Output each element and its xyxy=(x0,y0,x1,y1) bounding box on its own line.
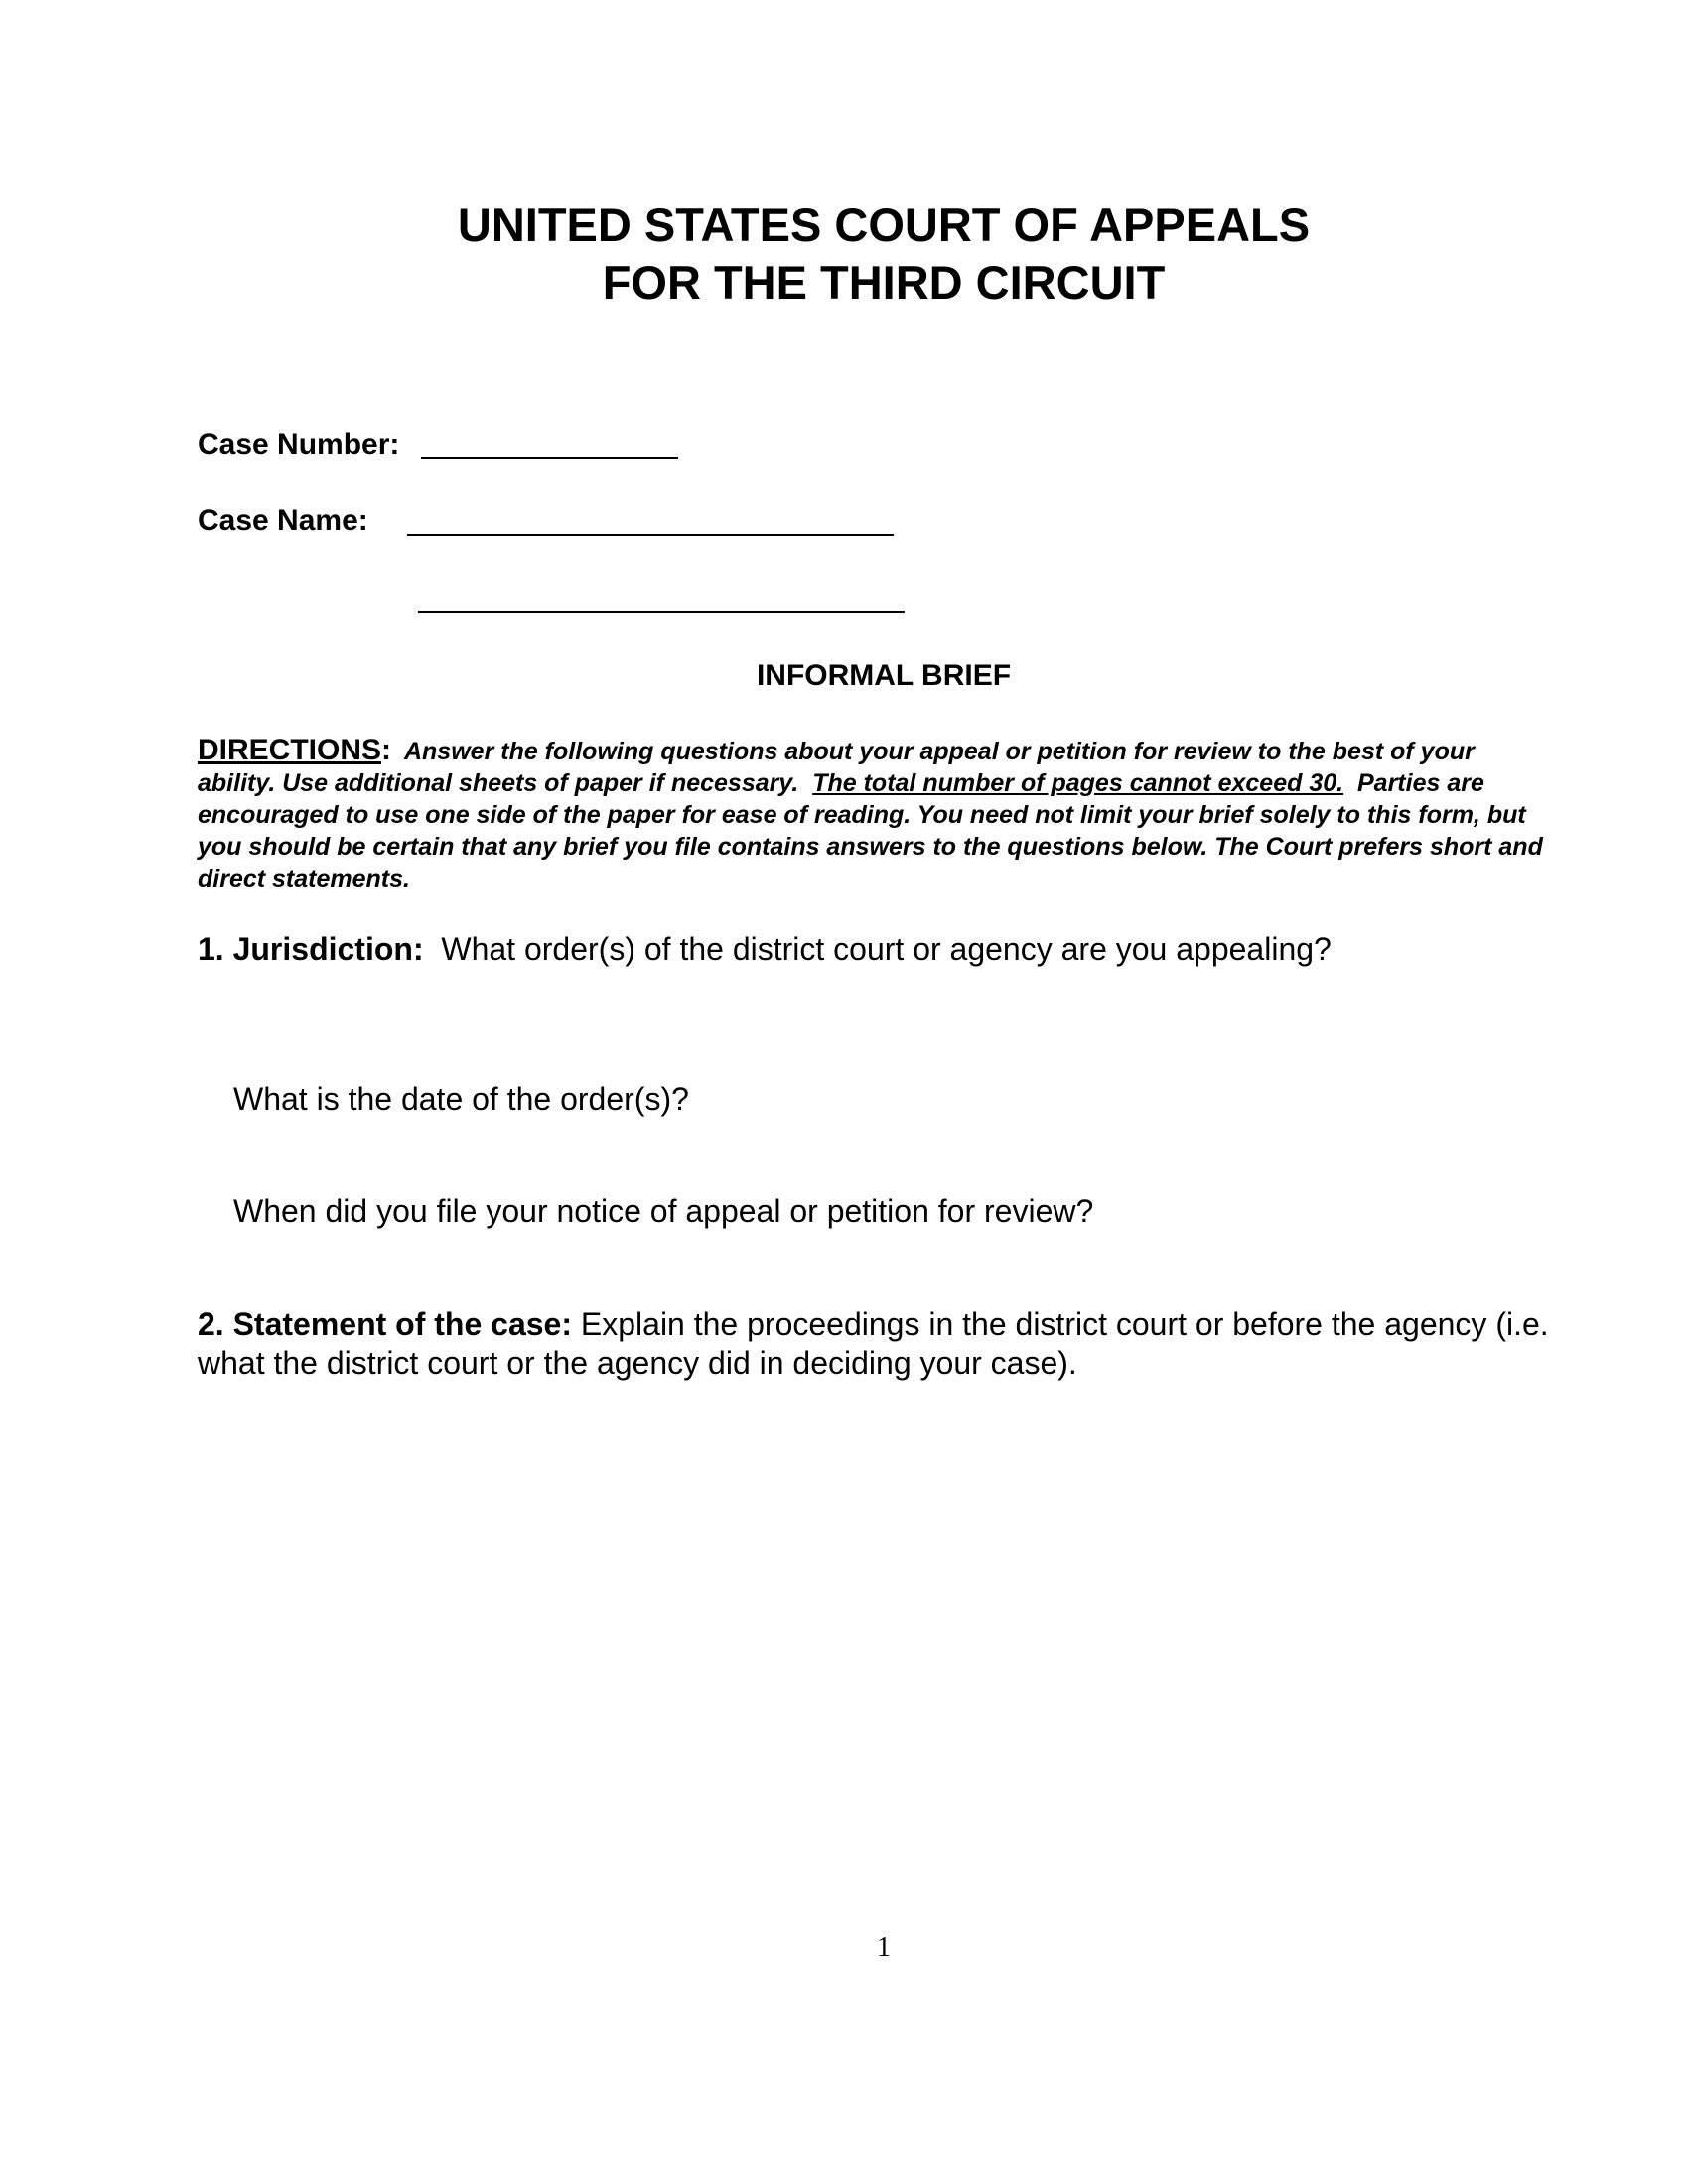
question-jurisdiction xyxy=(198,930,1588,969)
question-jurisdiction-heading: 1. Jurisdiction: xyxy=(198,931,424,967)
court-title-line-2: FOR THE THIRD CIRCUIT xyxy=(602,256,1166,309)
case-number-label: Case Number: xyxy=(198,428,400,461)
document-subtitle: INFORMAL BRIEF xyxy=(756,659,1012,692)
directions-paragraph xyxy=(198,735,1558,894)
question-statement-text: Explain the proceedings in the district court or before the agency (i.e. what the district court or the agency did in deciding your case). xyxy=(198,1306,1549,1381)
case-name-field-line-2[interactable] xyxy=(418,611,905,613)
court-title-line-1: UNITED STATES COURT OF APPEALS xyxy=(457,199,1311,251)
question-statement-heading: 2. Statement of the case: xyxy=(198,1306,572,1342)
page-number: 1 xyxy=(877,1932,891,1963)
directions-heading: DIRECTIONS xyxy=(198,734,382,766)
question-order-date: What is the date of the order(s)? xyxy=(233,1081,689,1117)
case-name-label: Case Name: xyxy=(198,504,368,537)
directions-page-limit: The total number of pages cannot exceed 30. xyxy=(812,769,1344,797)
directions-text-after: Parties are encouraged to use one side of the paper for ease of reading. You need not limit your brief solely to this form, but you should be certain that any brief you file contains answers to the questions below. The Court prefers short and direct statements. xyxy=(198,769,1543,892)
directions-text-before: Answer the following questions about your appeal or petition for review to the best of your ability. Use additional sheets of paper if necessary. xyxy=(198,738,1475,797)
court-title xyxy=(0,197,1688,312)
directions-colon: : xyxy=(381,734,392,766)
question-statement-of-case xyxy=(198,1305,1568,1383)
case-name-field-line-1[interactable] xyxy=(407,534,894,536)
question-jurisdiction-text: What order(s) of the district court or agency are you appealing? xyxy=(441,931,1332,967)
case-number-field[interactable] xyxy=(421,457,678,459)
question-notice-filed: When did you file your notice of appeal or petition for review? xyxy=(233,1193,1094,1229)
